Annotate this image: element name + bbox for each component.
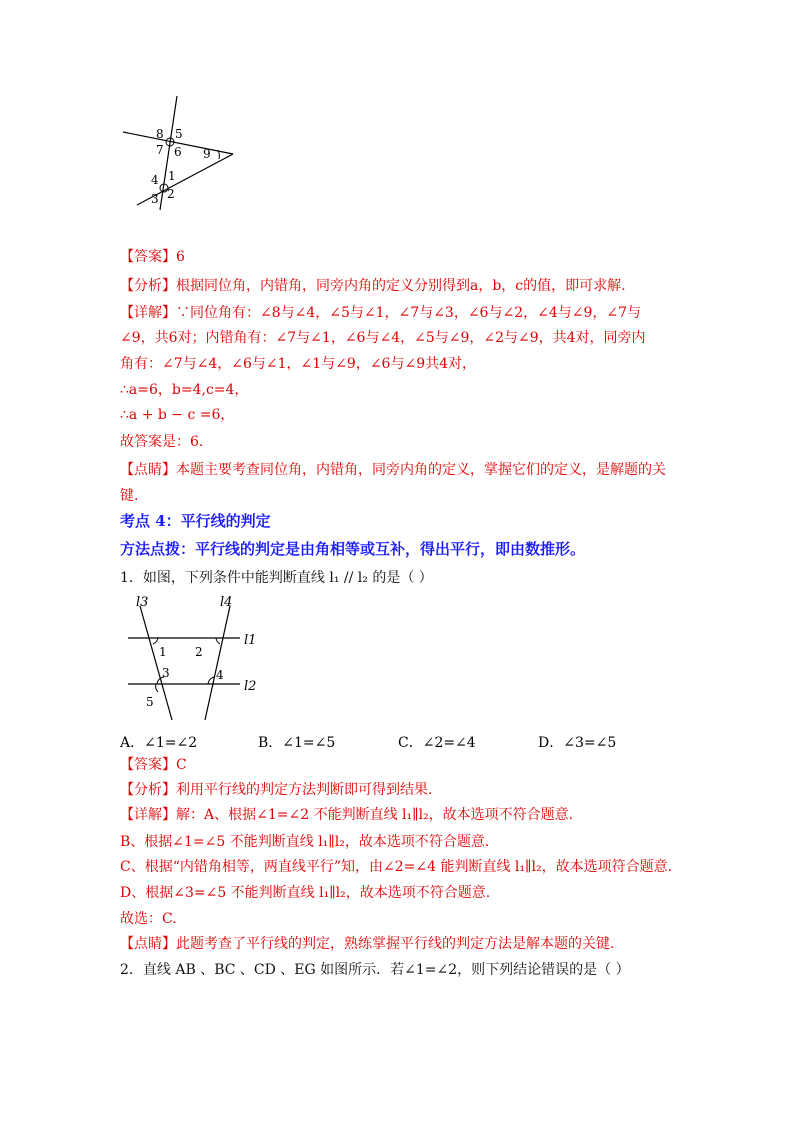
option-b: B．∠1=∠5: [258, 735, 336, 751]
comment-line: 【点睛】此题考查了平行线的判定，熟练掌握平行线的判定方法是解本题的关键.: [120, 936, 615, 952]
detail-line: ∴a + b − c =6，: [120, 407, 235, 423]
angle-label-3: 3: [162, 666, 170, 680]
line-label-l2: l2: [244, 679, 257, 694]
line-label-l3: l3: [136, 595, 149, 610]
line-label-l4: l4: [220, 595, 233, 610]
angle-label-7: 7: [156, 143, 164, 157]
angle-label-3: 3: [151, 192, 159, 206]
answer-line: 【答案】C: [120, 757, 187, 773]
question-2-stem: 2．直线 AB 、BC 、CD 、EG 如图所示．若∠1=∠2，则下列结论错误的是（ ）: [120, 962, 630, 978]
angle-label-5: 5: [175, 127, 183, 141]
detail-line: 故答案是：6.: [120, 434, 204, 450]
angle-label-2: 2: [167, 187, 175, 201]
angle-label-4: 4: [216, 668, 224, 682]
question-1-stem: 1．如图，下列条件中能判断直线 l₁ // l₂ 的是（ ）: [120, 570, 433, 586]
analysis-line: 【分析】利用平行线的判定方法判断即可得到结果.: [120, 782, 433, 798]
detail-line: 角有：∠7与∠4，∠6与∠1，∠1与∠9，∠6与∠9共4对，: [120, 356, 477, 372]
method-tip: 方法点拨：平行线的判定是由角相等或互补，得出平行，即由数推形。: [120, 540, 586, 558]
analysis-line: 【分析】根据同位角，内错角，同旁内角的定义分别得到a，b，c的值，即可求解.: [120, 278, 626, 294]
parallel-lines-figure: [120, 592, 270, 722]
detail-line: C、根据“内错角相等，两直线平行”知，由∠2=∠4 能判断直线 l₁∥l₂，故本选项符合题意.: [120, 859, 673, 875]
comment-line: 【点睛】本题主要考查同位角，内错角，同旁内角的定义，掌握它们的定义，是解题的关: [120, 462, 666, 478]
angle-label-6: 6: [174, 145, 182, 159]
angle-label-4: 4: [151, 173, 159, 187]
option-a: A．∠1=∠2: [120, 735, 198, 751]
angle-label-9: 9: [203, 147, 211, 161]
option-d: D．∠3=∠5: [538, 735, 617, 751]
detail-line: D、根据∠3=∠5 不能判断直线 l₁∥l₂，故本选项不符合题意.: [120, 885, 491, 901]
angle-label-1: 1: [168, 169, 176, 183]
detail-line: ∴a=6，b=4,c=4，: [120, 382, 249, 398]
detail-line: ∠9，共6对；内错角有：∠7与∠1，∠6与∠4，∠5与∠9，∠2与∠9，共4对，同旁内: [120, 330, 646, 346]
option-c: C．∠2=∠4: [398, 735, 476, 751]
detail-line: 【详解】解：A、根据∠1=∠2 不能判断直线 l₁∥l₂，故本选项不符合题意.: [120, 807, 574, 823]
line-label-l1: l1: [244, 633, 257, 648]
detail-line: 故选：C.: [120, 911, 177, 927]
angle-label-2: 2: [195, 645, 203, 659]
section-heading: 考点 4：平行线的判定: [120, 512, 271, 530]
angle-figure-1: [115, 92, 245, 212]
detail-line: 【详解】∵同位角有：∠8与∠4，∠5与∠1，∠7与∠3，∠6与∠2，∠4与∠9，∠7与: [120, 305, 642, 321]
detail-line: B、根据∠1=∠5 不能判断直线 l₁∥l₂，故本选项不符合题意.: [120, 834, 490, 850]
comment-line: 键.: [120, 488, 139, 504]
angle-label-5: 5: [146, 695, 154, 709]
answer-line: 【答案】6: [120, 249, 185, 265]
angle-label-8: 8: [156, 127, 164, 141]
angle-label-1: 1: [159, 645, 167, 659]
